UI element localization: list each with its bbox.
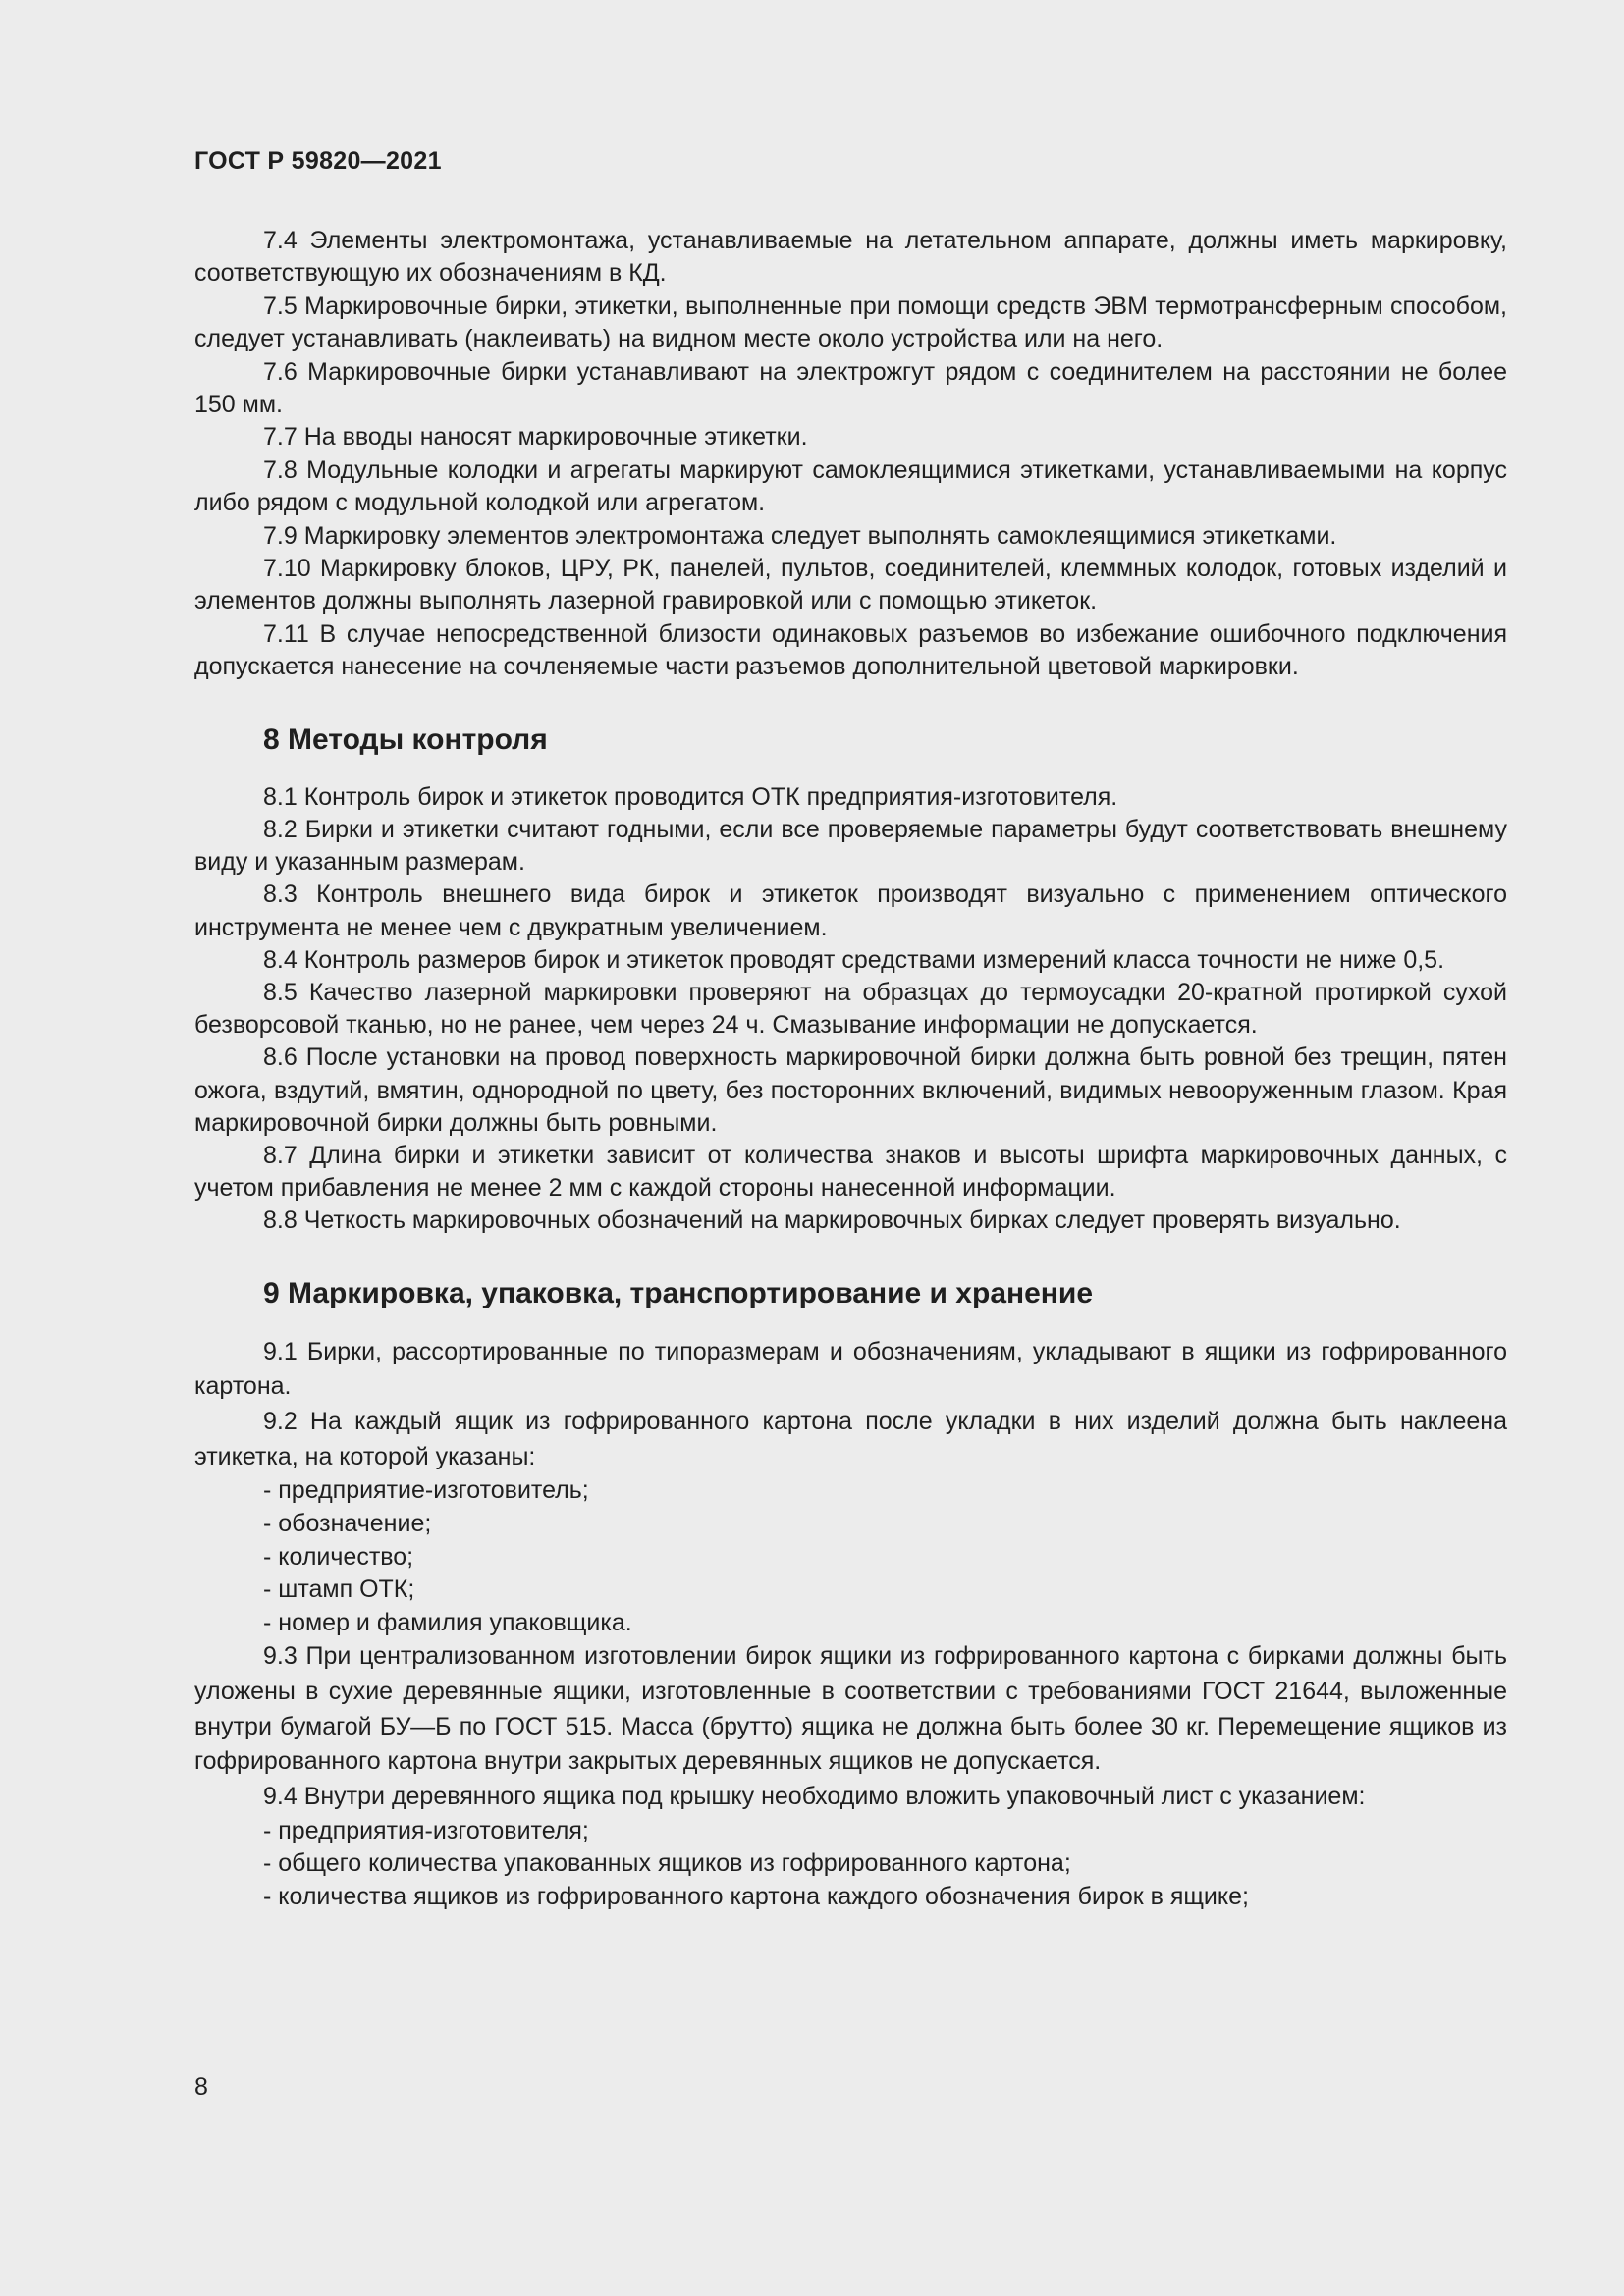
paragraph-8-4: 8.4 Контроль размеров бирок и этикеток проводят средствами измерений класса точности не ниже 0,5.: [263, 945, 1445, 974]
paragraph-7-10: 7.10 Маркировку блоков, ЦРУ, РК, панелей, пультов, соединителей, клеммных колодок, готовых изделий и элементов должны выполнять лазерной гравировкой или с помощью этикеток.: [194, 555, 1507, 615]
section-7-body: [194, 225, 1507, 684]
document-page: [194, 0, 1507, 2296]
paragraph-8-2: 8.2 Бирки и этикетки считают годными, если все проверяемые параметры будут соответствовать внешнему виду и указанным размерам.: [194, 815, 1507, 877]
paragraph-8-7: 8.7 Длина бирки и этикетки зависит от количества знаков и высоты шрифта маркировочных данных, с учетом прибавления не менее 2 мм с каждой стороны нанесенной информации.: [194, 1141, 1507, 1202]
list-item: - количества ящиков из гофрированного картона каждого обозначения бирок в ящике;: [263, 1883, 1249, 1911]
paragraph-7-11: 7.11 В случае непосредственной близости одинаковых разъемов во избежание ошибочного подключения допускается нанесение на сочленяемые части разъемов дополнительной цветовой маркировки.: [194, 619, 1507, 681]
paragraph-8-3: 8.3 Контроль внешнего вида бирок и этикеток производят визуально с применением оптического инструмента не менее чем с двукратным увеличением.: [194, 881, 1507, 941]
paragraph-8-1: 8.1 Контроль бирок и этикеток проводится ОТК предприятия-изготовителя.: [263, 782, 1118, 811]
list-item: - предприятия-изготовителя;: [263, 1816, 589, 1844]
paragraph-7-9: 7.9 Маркировку элементов электромонтажа следует выполнять самоклеящимися этикетками.: [263, 521, 1337, 550]
paragraph-7-5: 7.5 Маркировочные бирки, этикетки, выполненные при помощи средств ЭВМ термотрансферным способом, следует устанавливать (наклеивать) на видном месте около устройства или на него.: [194, 292, 1507, 353]
section-9-body: [194, 1335, 1507, 1914]
section-8-heading: 8 Методы контроля: [263, 722, 548, 756]
list-item: - номер и фамилия упаковщика.: [263, 1608, 632, 1636]
page-number: 8: [194, 2073, 208, 2101]
paragraph-8-5: 8.5 Качество лазерной маркировки проверяют на образцах до термоусадки 20-кратной протиркой сухой безворсовой тканью, но не ранее, чем через 24 ч. Смазывание информации не допускается.: [194, 978, 1507, 1040]
list-item: - предприятие-изготовитель;: [263, 1476, 589, 1505]
paragraph-7-7: 7.7 На вводы наносят маркировочные этикетки.: [263, 423, 808, 452]
paragraph-7-8: 7.8 Модульные колодки и агрегаты маркируют самоклеящимися этикетками, устанавливаемыми на корпус либо рядом с модульной колодкой или агрегатом.: [194, 455, 1507, 517]
paragraph-8-6: 8.6 После установки на провод поверхность маркировочной бирки должна быть ровной без трещин, пятен ожога, вздутий, вмятин, однородной по цвету, без посторонних включений, видимых невооруженным глазом. Края маркировочной бирки должны быть ровными.: [194, 1043, 1507, 1137]
list-item: - обозначение;: [263, 1509, 432, 1537]
paragraph-9-3: 9.3 При централизованном изготовлении бирок ящики из гофрированного картона с бирками должны быть уложены в сухие деревянные ящики, изготовленные в соответствии с требованиями ГОСТ 21644, выложенные внутри бумагой БУ—Б по ГОСТ 515. Масса (брутто) ящика не должна быть более 30 кг. Перемещение ящиков из гофрированного картона внутри закрытых деревянных ящиков не допускается.: [194, 1642, 1507, 1776]
paragraph-9-4: 9.4 Внутри деревянного ящика под крышку необходимо вложить упаковочный лист с указанием:: [263, 1783, 1366, 1811]
paragraph-8-8: 8.8 Четкость маркировочных обозначений на маркировочных бирках следует проверять визуально.: [263, 1206, 1401, 1235]
list-item: - количество;: [263, 1542, 414, 1571]
paragraph-9-2: 9.2 На каждый ящик из гофрированного картона после укладки в них изделий должна быть наклеена этикетка, на которой указаны:: [194, 1407, 1507, 1470]
paragraph-7-4: 7.4 Элементы электромонтажа, устанавливаемые на летательном аппарате, должны иметь маркировку, соответствующую их обозначениям в КД.: [194, 227, 1507, 288]
list-item: - штамп ОТК;: [263, 1575, 415, 1604]
document-header: ГОСТ Р 59820—2021: [194, 147, 442, 175]
section-8-body: [194, 781, 1507, 1238]
page-content: [194, 225, 1507, 1914]
list-item: - общего количества упакованных ящиков из гофрированного картона;: [263, 1849, 1071, 1878]
section-9-heading: 9 Маркировка, упаковка, транспортирование и хранение: [263, 1276, 1094, 1309]
paragraph-7-6: 7.6 Маркировочные бирки устанавливают на электрожгут рядом с соединителем на расстоянии не более 150 мм.: [194, 357, 1507, 419]
paragraph-9-1: 9.1 Бирки, рассортированные по типоразмерам и обозначениям, укладывают в ящики из гофрированного картона.: [194, 1337, 1507, 1401]
